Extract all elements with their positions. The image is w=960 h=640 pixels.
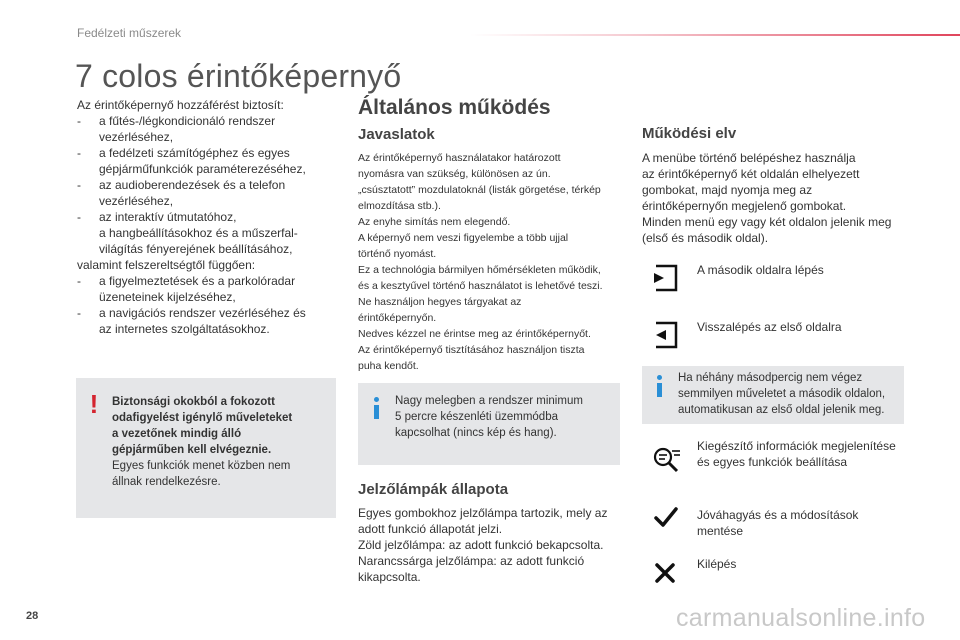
intro-line-text: valamint felszereltségtől függően: [77, 258, 256, 272]
timeout-info-text: Ha néhány másodpercig nem végez semmilyen műveletet a második oldalon, automatikusan az első oldal jelenik meg. [678, 372, 886, 416]
timeout-info-box [642, 366, 904, 424]
watermark: carmanualsonline.info [676, 604, 926, 632]
info-icon [371, 397, 383, 419]
intro-line-text: a fűtés-/légkondicionáló rendszer [99, 114, 276, 128]
section-header: Fedélzeti műszerek [77, 26, 182, 40]
settings-magnifier-icon [652, 446, 682, 476]
intro-line [77, 321, 327, 337]
info-icon [654, 375, 666, 397]
standby-info-box [358, 383, 620, 465]
general-operation-title: Általános működés [358, 96, 551, 119]
bullet-dash: - [77, 114, 81, 128]
intro-line [77, 225, 327, 241]
intro-line [77, 113, 327, 129]
intro-line [77, 257, 327, 273]
intro-list [77, 97, 327, 337]
lamps-title: Jelzőlámpák állapota [358, 481, 509, 498]
page-title: 7 colos érintőképernyő [75, 58, 402, 94]
next-page-label: A második oldalra lépés [697, 263, 824, 277]
intro-line-text: üzeneteinek kijelzéséhez, [99, 290, 236, 304]
tips-text: Az érintőképernyő használatakor határozott nyomásra van szükség, különösen az ún. „csúsztatott” mozdulatoknál (listák görgetése, térkép elmozdítása stb.). Az enyhe simítás nem elegendő. A képernyő nem veszi figyelembe a több ujjal történő nyomást. Ez a technológia bármilyen hőmérsékleten működik, és a kesztyűvel történő használatot is lehetővé teszi. Ne használjon hegyes tárgyakat az érintőképernyőn. Nedves kézzel ne érintse meg az érintőképernyőt. Az érintőképernyő tisztításához használjon tiszta puha kendőt. [358, 152, 603, 372]
previous-page-label: Visszalépés az első oldalra [697, 320, 842, 334]
previous-page-icon [652, 321, 678, 349]
bullet-dash: - [77, 210, 81, 224]
intro-line-text: az interaktív útmutatóhoz, [99, 210, 237, 224]
intro-line-text: az internetes szolgáltatásokhoz. [99, 322, 270, 336]
intro-line-text: vezérléséhez, [99, 194, 174, 208]
intro-line [77, 241, 327, 257]
intro-line [77, 97, 327, 113]
intro-line-text: a hangbeállításokhoz és a műszerfal- [99, 226, 298, 240]
intro-line [77, 193, 327, 209]
principle-text: A menübe történő belépéshez használja az érintőképernyő két oldalán elhelyezett gombokat, majd nyomja meg az érintőképernyőn megjelenő gombokat. Minden menü egy vagy két oldalon jelenik meg (első és második oldal). [642, 151, 892, 245]
lamps-text: Egyes gombokhoz jelzőlámpa tartozik, mely az adott funkció állapotát jelzi. Zöld jelzőlámpa: az adott funkció bekapcsolta. Narancssárga jelzőlámpa: az adott funkció kikapcsolta. [358, 506, 608, 584]
next-page-icon [652, 264, 678, 292]
intro-line [77, 273, 327, 289]
intro-line [77, 161, 327, 177]
checkmark-icon [654, 506, 678, 528]
intro-line-text: az audioberendezések és a telefon [99, 178, 286, 192]
intro-line [77, 177, 327, 193]
intro-line-text: gépjárműfunkciók paraméterezéséhez, [99, 162, 306, 176]
bullet-dash: - [77, 178, 81, 192]
header-divider [470, 34, 960, 36]
tips-title: Javaslatok [358, 126, 435, 143]
intro-line-text: a navigációs rendszer vezérléséhez és [99, 306, 306, 320]
cross-icon [654, 562, 676, 584]
safety-warning-text: Biztonsági okokból a fokozott odafigyelést igénylő műveleteket a vezetőnek mindig álló gépjárműben kell elvégeznie. Egyes funkciók menet közben nem állnak rendelkezésre. [112, 396, 293, 488]
bullet-dash: - [77, 306, 81, 320]
intro-line-text: a fedélzeti számítógéphez és egyes [99, 146, 290, 160]
intro-line-text: Az érintőképernyő hozzáférést biztosít: [77, 98, 284, 112]
confirm-label: Jóváhagyás és a módosítások mentése [697, 508, 859, 538]
intro-line [77, 289, 327, 305]
intro-line [77, 209, 327, 225]
exclamation-icon: ! [89, 389, 99, 419]
intro-line-text: a figyelmeztetések és a parkolóradar [99, 274, 296, 288]
intro-line [77, 129, 327, 145]
intro-line-text: vezérléséhez, [99, 130, 174, 144]
standby-info-text: Nagy melegben a rendszer minimum 5 percre készenléti üzemmódba kapcsolhat (nincs kép és hang). [395, 395, 583, 439]
safety-warning-box [76, 378, 336, 518]
intro-line [77, 305, 327, 321]
page-number: 28 [26, 610, 39, 622]
bullet-dash: - [77, 274, 81, 288]
extra-info-label: Kiegészítő információk megjelenítése és egyes funkciók beállítása [697, 439, 896, 469]
intro-line [77, 145, 327, 161]
principle-title: Működési elv [642, 125, 737, 142]
intro-line-text: világítás fényerejének beállításához, [99, 242, 293, 256]
exit-label: Kilépés [697, 557, 737, 571]
bullet-dash: - [77, 146, 81, 160]
